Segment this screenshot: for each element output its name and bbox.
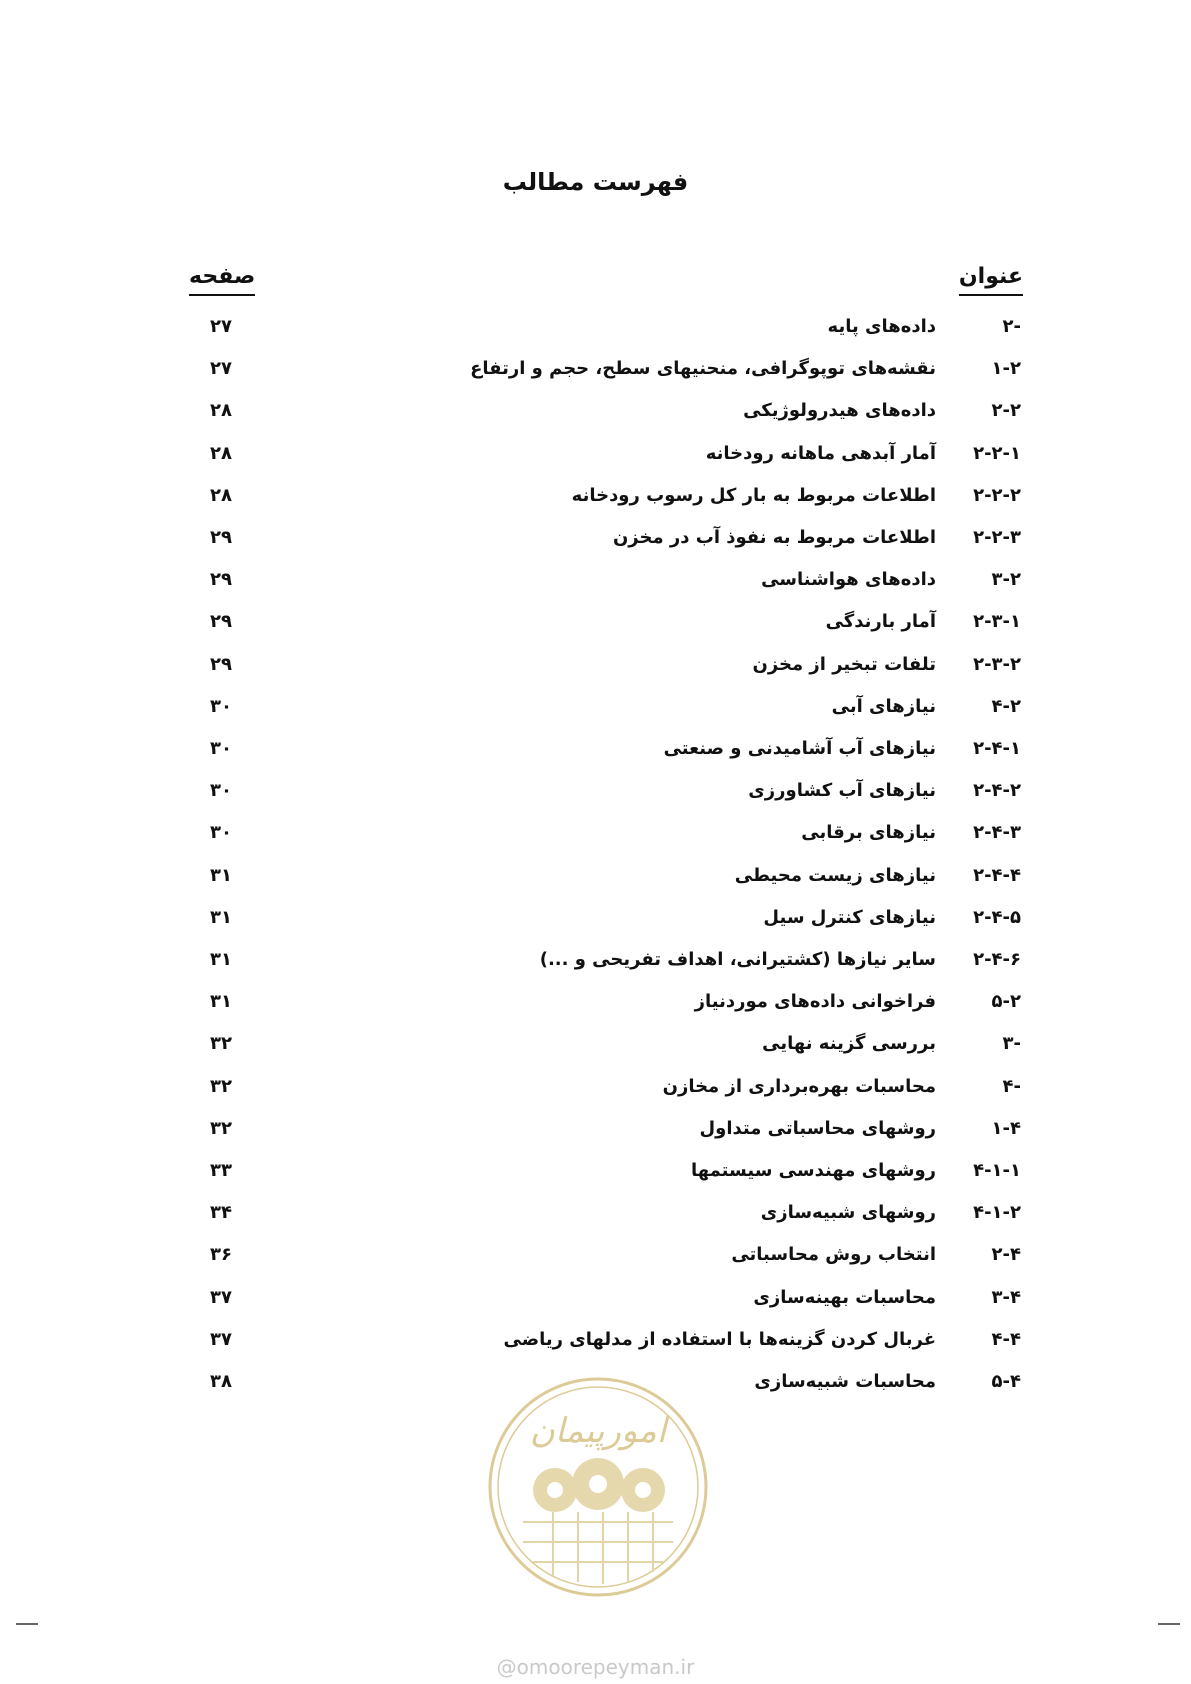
toc-entry-title: فراخوانی داده‌های موردنیاز: [694, 991, 936, 1013]
toc-entry: [0, 439, 1191, 477]
toc-entry-number: ۴-۲: [991, 695, 1021, 717]
toc-entry-title: غربال کردن گزینه‌ها با استفاده از مدلهای ریاضی: [503, 1328, 936, 1350]
toc-entry-number: ۲-۴-۵: [973, 906, 1021, 928]
toc-entry-number: ۲-۴-۶: [973, 949, 1021, 970]
toc-entry-title: آمار بارندگی: [825, 611, 936, 633]
toc-entry-page: ۳۷: [210, 1328, 232, 1350]
toc-entry-title: نقشه‌های توپوگرافی، منحنیهای سطح، حجم و ارتفاع: [470, 358, 936, 380]
toc-entry: [0, 607, 1191, 645]
toc-entry-page: ۳۱: [210, 906, 232, 928]
toc-entry-number: ۲-۲-۱: [973, 442, 1021, 464]
toc-entry-title: داده‌های هیدرولوژیکی: [743, 400, 936, 422]
toc-entry-page: ۲۷: [210, 316, 232, 337]
toc-entry-page: ۳۱: [210, 864, 232, 886]
toc-entry-title: محاسبات بهینه‌سازی: [753, 1286, 936, 1308]
watermark-seal: [483, 1372, 713, 1602]
toc-entry: [0, 1114, 1191, 1152]
toc-entry-number: ۴-۱-۱: [973, 1160, 1021, 1181]
toc-entry: [0, 776, 1191, 814]
toc-entry-page: ۲۹: [210, 653, 232, 675]
toc-entry-number: ۲-۲-۳: [973, 527, 1021, 548]
toc-entry: [0, 1072, 1191, 1110]
page-title: فهرست مطالب: [502, 168, 689, 196]
toc-entry-number: ۲-۴-۱: [973, 738, 1021, 759]
toc-entry: [0, 1325, 1191, 1363]
toc-entry: [0, 523, 1191, 561]
toc-entry-page: ۳۲: [210, 1117, 232, 1139]
toc-entry-title: اطلاعات مربوط به نفوذ آب در مخزن: [612, 527, 936, 548]
toc-entry-title: بررسی گزینه نهایی: [762, 1033, 936, 1055]
toc-entry-page: ۳۳: [210, 1160, 232, 1181]
toc-entry-number: ۲-۳-۱: [973, 611, 1021, 633]
watermark-seal-text: امورپیمان: [529, 1411, 667, 1451]
toc-entry-title: نیازهای آب کشاورزی: [748, 780, 936, 802]
watermark-url-text: omoorepeyman.ir: [516, 1655, 695, 1679]
toc-entry: [0, 903, 1191, 941]
toc-entry-title: محاسبات بهره‌برداری از مخازن: [662, 1075, 936, 1097]
toc-entry-page: ۲۸: [210, 400, 232, 422]
toc-entry-title: اطلاعات مربوط به بار کل رسوب رودخانه: [571, 484, 936, 506]
toc-entry: [0, 734, 1191, 772]
at-icon: @: [496, 1655, 517, 1679]
toc-entry-title: روشهای مهندسی سیستمها: [690, 1160, 936, 1181]
toc-entry-number: ۱-۴: [991, 1117, 1021, 1139]
toc-entry: [0, 692, 1191, 730]
toc-entry: [0, 565, 1191, 603]
toc-entry-title: محاسبات شبیه‌سازی: [754, 1371, 936, 1392]
toc-entry-page: ۲۹: [210, 527, 232, 548]
toc-entry-number: ۲-۴-۲: [973, 780, 1021, 802]
toc-entry-page: ۳۱: [210, 949, 232, 970]
toc-entry-page: ۲۸: [210, 442, 232, 464]
toc-entry-title: انتخاب روش محاسباتی: [731, 1244, 936, 1266]
toc-entry: [0, 987, 1191, 1025]
toc-entry-number: ۲-۴-۴: [973, 864, 1021, 886]
toc-entry-title: روشهای محاسباتی متداول: [699, 1117, 936, 1139]
toc-entry-page: ۳۰: [210, 695, 232, 717]
toc-entry-number: ۴-۴: [991, 1328, 1021, 1350]
toc-list: [0, 312, 1191, 1462]
toc-entry-number: -۳: [1002, 1033, 1021, 1055]
toc-entry-title: تلفات تبخیر از مخزن: [752, 653, 936, 675]
toc-entry-page: ۳۰: [210, 822, 232, 844]
toc-entry-number: -۲: [1002, 316, 1021, 337]
toc-entry-number: -۴: [1002, 1075, 1021, 1097]
watermark-url: [0, 1655, 1191, 1679]
toc-entry-number: ۵-۴: [991, 1371, 1021, 1392]
toc-entry: [0, 312, 1191, 350]
toc-entry-number: ۲-۲: [991, 400, 1021, 422]
toc-entry: [0, 818, 1191, 856]
toc-entry-page: ۳۲: [210, 1033, 232, 1055]
toc-entry-title: نیازهای کنترل سیل: [763, 906, 936, 928]
toc-entry-number: ۱-۲: [991, 358, 1021, 380]
toc-entry-number: ۵-۲: [991, 991, 1021, 1013]
toc-entry-title: نیازهای آب آشامیدنی و صنعتی: [663, 738, 936, 759]
column-header-title: عنوان: [959, 262, 1023, 296]
toc-entry-number: ۲-۳-۲: [973, 653, 1021, 675]
page-edge-mark-right: [1158, 1623, 1180, 1625]
toc-entry-number: ۲-۴: [991, 1244, 1021, 1266]
toc-entry-page: ۲۸: [210, 484, 232, 506]
toc-entry: [0, 481, 1191, 519]
toc-entry-page: ۳۱: [210, 991, 232, 1013]
toc-entry: [0, 1156, 1191, 1194]
toc-entry-number: ۴-۱-۲: [973, 1202, 1021, 1224]
toc-entry-title: نیازهای آبی: [831, 695, 936, 717]
toc-entry-page: ۳۸: [210, 1371, 232, 1392]
toc-entry-page: ۳۶: [210, 1244, 232, 1266]
toc-entry-title: آمار آبدهی ماهانه رودخانه: [705, 442, 936, 464]
toc-entry-title: داده‌های پایه: [827, 316, 936, 337]
toc-entry: [0, 861, 1191, 899]
toc-entry-number: ۲-۴-۳: [973, 822, 1021, 844]
toc-entry-page: ۳۴: [210, 1202, 232, 1224]
toc-entry-title: نیازهای برقابی: [801, 822, 936, 844]
toc-entry: [0, 650, 1191, 688]
toc-entry-number: ۳-۲: [991, 569, 1021, 591]
toc-entry-number: ۲-۲-۲: [973, 484, 1021, 506]
toc-entry-page: ۲۹: [210, 569, 232, 591]
toc-entry: [0, 945, 1191, 983]
toc-entry: [0, 396, 1191, 434]
toc-entry-page: ۲۷: [210, 358, 232, 380]
toc-entry-title: سایر نیازها (کشتیرانی، اهداف تفریحی و ...): [539, 949, 936, 970]
toc-entry: [0, 1198, 1191, 1236]
toc-entry-page: ۳۰: [210, 780, 232, 802]
toc-entry-page: ۲۹: [210, 611, 232, 633]
toc-entry: [0, 1240, 1191, 1278]
toc-entry-number: ۳-۴: [991, 1286, 1021, 1308]
toc-entry-page: ۳۰: [210, 738, 232, 759]
toc-entry: [0, 1029, 1191, 1067]
toc-entry-title: نیازهای زیست محیطی: [734, 864, 936, 886]
column-header-page: صفحه: [189, 262, 255, 296]
toc-entry: [0, 354, 1191, 392]
toc-entry-page: ۳۲: [210, 1075, 232, 1097]
toc-entry: [0, 1283, 1191, 1321]
toc-entry-page: ۳۷: [210, 1286, 232, 1308]
toc-entry-title: روشهای شبیه‌سازی: [760, 1202, 936, 1224]
page-edge-mark-left: [16, 1623, 38, 1625]
toc-entry-title: داده‌های هواشناسی: [761, 569, 936, 591]
